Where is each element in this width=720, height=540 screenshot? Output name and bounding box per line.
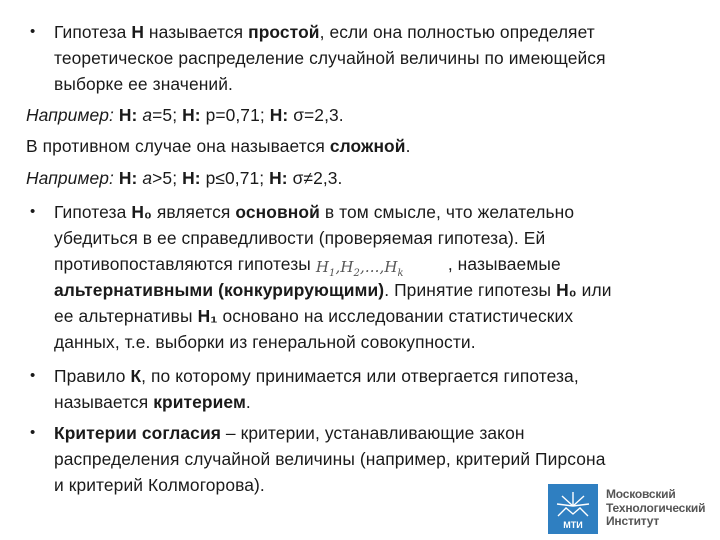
logo-mark-icon xyxy=(548,484,598,534)
svg-text:МТИ: МТИ xyxy=(563,520,583,530)
institute-logo xyxy=(548,484,716,534)
p2-line4: альтернативными (конкурирующими). Принятие гипотезы H₀ или xyxy=(54,280,612,300)
p4-line2: распределения случайной величины (например, критерий Пирсона xyxy=(54,449,606,469)
p2-line6: данных, т.е. выборки из генеральной совокупности. xyxy=(54,332,476,352)
p3-line2: называется критерием. xyxy=(54,392,251,412)
bullet: • xyxy=(30,424,36,441)
p2-line5: ее альтернативы H₁ основано на исследовании статистических xyxy=(54,306,574,326)
bullet: • xyxy=(30,367,36,384)
bullet: • xyxy=(30,23,36,40)
logo-text: Московский Технологический Институт xyxy=(606,487,706,528)
p2-line1: Гипотеза H₀ является основной в том смысле, что желательно xyxy=(54,202,575,222)
p4-line3: и критерий Колмогорова). xyxy=(54,475,265,495)
hypotheses-formula: $H_1,H_2,...,H_k$ xyxy=(315,258,404,279)
bullet: • xyxy=(30,203,36,220)
p2-line2: убедиться в ее справедливости (проверяемая гипотеза). Ей xyxy=(54,228,546,248)
complex-definition: В противном случае она называется сложной. xyxy=(26,136,411,156)
example-complex: Например: H: a>5; H: p≤0,71; H: σ≠2,3. xyxy=(26,168,343,188)
p1-line1: Гипотеза H называется простой, если она полностью определяет xyxy=(54,22,595,42)
p1-line3: выборке ее значений. xyxy=(54,74,233,94)
example-simple: Например: H: a=5; H: p=0,71; H: σ=2,3. xyxy=(26,105,344,125)
p1-line2: теоретическое распределение случайной величины по имеющейся xyxy=(54,48,606,68)
p2-line3: противопоставляются гипотезы $H_1,H_2,...,H_k$ , называемые xyxy=(54,252,561,284)
p4-line1: Критерии согласия – критерии, устанавливающие закон xyxy=(54,423,525,443)
p3-line1: Правило К, по которому принимается или отвергается гипотеза, xyxy=(54,366,579,386)
